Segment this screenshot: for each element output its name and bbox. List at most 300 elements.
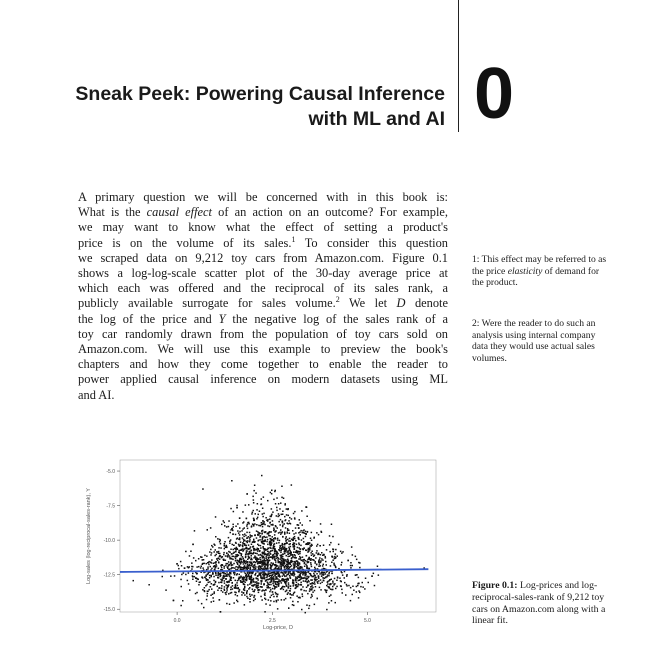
data-point <box>267 568 269 570</box>
data-point <box>314 567 316 569</box>
data-point <box>264 611 266 613</box>
data-point <box>282 564 284 566</box>
data-point <box>231 480 233 482</box>
data-point <box>309 605 311 607</box>
data-point <box>174 575 176 577</box>
data-point <box>237 569 239 571</box>
data-point <box>224 541 226 543</box>
data-point <box>198 579 200 581</box>
data-point <box>235 585 237 587</box>
data-point <box>233 572 235 574</box>
data-point <box>242 537 244 539</box>
text-line <box>472 254 642 266</box>
data-point <box>249 561 251 563</box>
data-point <box>214 568 216 570</box>
data-point <box>325 561 327 563</box>
data-point <box>226 591 228 593</box>
data-point <box>225 584 227 586</box>
data-point <box>226 552 228 554</box>
data-point <box>251 544 253 546</box>
data-point <box>245 563 247 565</box>
data-point <box>275 490 277 492</box>
data-point <box>237 585 239 587</box>
data-point <box>272 524 274 526</box>
data-point <box>213 584 215 586</box>
data-point <box>289 517 291 519</box>
data-point <box>213 593 215 595</box>
data-point <box>217 573 219 575</box>
data-point <box>265 568 267 570</box>
data-point <box>373 573 375 575</box>
data-point <box>298 542 300 544</box>
data-point <box>295 527 297 529</box>
data-point <box>273 581 275 583</box>
data-point <box>305 590 307 592</box>
data-point <box>306 507 308 509</box>
data-point <box>275 583 277 585</box>
data-point <box>282 572 284 574</box>
data-point <box>304 562 306 564</box>
data-point <box>221 588 223 590</box>
data-point <box>284 504 286 506</box>
data-point <box>286 508 288 510</box>
data-point <box>292 530 294 532</box>
scatter-chart <box>76 452 446 632</box>
data-point <box>309 558 311 560</box>
data-point <box>300 558 302 560</box>
data-point <box>233 577 235 579</box>
text-run: toy car randomly drawn from the population of toy cars sold on <box>78 326 448 341</box>
data-point <box>249 539 251 541</box>
data-point <box>278 584 280 586</box>
data-point <box>263 541 265 543</box>
data-point <box>272 550 274 552</box>
data-point <box>247 584 249 586</box>
data-point <box>253 539 255 541</box>
data-point <box>242 550 244 552</box>
data-point <box>246 518 248 520</box>
data-point <box>232 544 234 546</box>
data-point <box>245 573 247 575</box>
data-point <box>310 562 312 564</box>
data-point <box>293 513 295 515</box>
data-point <box>253 600 255 602</box>
bold-label: Figure 0.1: <box>472 580 518 591</box>
data-point <box>255 553 256 555</box>
data-point <box>283 580 285 582</box>
data-point <box>310 583 312 585</box>
data-point <box>274 543 276 545</box>
data-point <box>302 586 304 588</box>
data-point <box>303 529 305 531</box>
data-point <box>223 520 225 522</box>
data-point <box>259 533 261 535</box>
data-point <box>317 582 319 584</box>
data-point <box>298 527 300 529</box>
data-point <box>198 600 200 602</box>
data-point <box>215 575 217 577</box>
data-point <box>229 542 231 544</box>
data-point <box>267 587 269 589</box>
data-point <box>231 563 233 565</box>
data-point <box>251 513 253 515</box>
data-point <box>294 592 296 594</box>
data-point <box>207 591 209 593</box>
data-point <box>178 565 180 567</box>
data-point <box>244 548 246 550</box>
data-point <box>254 523 256 525</box>
data-point <box>238 532 240 534</box>
data-point <box>332 582 334 584</box>
data-point <box>263 496 265 498</box>
data-point <box>309 590 311 592</box>
data-point <box>253 579 255 581</box>
data-point <box>277 578 279 580</box>
data-point <box>264 539 266 541</box>
text-line <box>78 205 448 220</box>
data-point <box>272 594 274 596</box>
data-point <box>341 552 343 554</box>
data-point <box>290 551 292 553</box>
data-point <box>261 580 263 582</box>
data-point <box>263 552 265 554</box>
data-point <box>273 529 275 531</box>
data-point <box>309 542 311 544</box>
data-point <box>318 553 320 555</box>
data-point <box>289 575 291 577</box>
data-point <box>294 557 296 559</box>
data-point <box>325 577 327 579</box>
data-point <box>227 563 229 565</box>
data-point <box>302 556 304 558</box>
data-point <box>192 579 194 581</box>
data-point <box>268 551 270 553</box>
data-point <box>218 551 220 553</box>
data-point <box>233 602 235 604</box>
data-point <box>207 568 209 570</box>
data-point <box>262 577 264 579</box>
data-point <box>248 536 250 538</box>
data-point <box>350 562 352 564</box>
data-point <box>211 545 213 547</box>
data-point <box>269 604 271 606</box>
data-point <box>274 581 276 583</box>
data-point <box>264 563 266 565</box>
data-point <box>356 559 358 561</box>
data-point <box>317 581 319 583</box>
data-point <box>344 582 346 584</box>
data-point <box>295 584 297 586</box>
data-point <box>254 535 256 537</box>
data-point <box>262 516 264 518</box>
data-point <box>246 532 248 534</box>
data-point <box>269 526 271 528</box>
data-point <box>242 578 244 580</box>
data-point <box>293 533 295 535</box>
data-point <box>232 533 234 535</box>
data-point <box>320 531 322 533</box>
data-point <box>228 537 230 539</box>
data-point <box>180 605 182 607</box>
data-point <box>253 499 255 501</box>
data-point <box>278 503 280 505</box>
data-point <box>270 584 272 586</box>
data-point <box>307 593 309 595</box>
data-point <box>230 549 232 551</box>
data-point <box>214 591 216 593</box>
data-point <box>252 589 254 591</box>
data-point <box>273 580 275 582</box>
data-point <box>307 542 309 544</box>
data-point <box>228 561 230 563</box>
data-point <box>239 534 241 536</box>
data-point <box>251 594 253 596</box>
data-point <box>314 574 316 576</box>
data-point <box>187 580 189 582</box>
data-point <box>289 538 291 540</box>
data-point <box>293 567 295 569</box>
data-point <box>253 502 255 504</box>
data-point <box>221 524 223 526</box>
data-point <box>298 537 300 539</box>
data-point <box>293 546 295 548</box>
text-run: publicly available surrogate for sales volume. <box>78 296 336 311</box>
data-point <box>218 553 220 555</box>
data-point <box>278 585 280 587</box>
text-run: linear fit. <box>472 615 508 627</box>
data-point <box>254 557 256 559</box>
data-point <box>340 586 342 588</box>
data-point <box>305 564 307 566</box>
data-point <box>241 559 243 561</box>
data-point <box>334 558 336 560</box>
data-point <box>274 587 276 589</box>
data-point <box>264 554 266 556</box>
data-point <box>287 592 289 594</box>
data-point <box>280 502 282 504</box>
data-point <box>322 572 324 574</box>
data-point <box>290 554 292 556</box>
data-point <box>339 577 341 579</box>
text-run: To consider this question <box>295 235 448 250</box>
data-point <box>238 560 240 562</box>
data-point <box>325 590 327 592</box>
data-point <box>201 566 203 568</box>
data-point <box>341 562 343 564</box>
data-point <box>271 580 273 582</box>
data-point <box>205 575 207 577</box>
data-point <box>344 577 346 579</box>
data-point <box>261 532 263 534</box>
data-point <box>219 587 221 589</box>
data-point <box>287 551 289 553</box>
figure-caption <box>472 580 642 627</box>
data-point <box>243 543 245 545</box>
data-point <box>192 573 194 575</box>
data-point <box>327 574 329 576</box>
data-point <box>356 574 358 576</box>
data-point <box>319 573 321 575</box>
data-point <box>231 567 233 569</box>
data-point <box>250 559 252 561</box>
data-point <box>204 587 206 589</box>
data-point <box>263 543 265 545</box>
data-point <box>240 581 242 583</box>
data-point <box>194 576 196 578</box>
data-point <box>303 547 305 549</box>
data-point <box>312 553 314 555</box>
data-point <box>312 591 314 593</box>
data-point <box>232 585 234 587</box>
data-point <box>316 532 318 534</box>
data-point <box>315 579 317 581</box>
data-point <box>290 585 292 587</box>
chapter-number: 0 <box>474 54 515 134</box>
data-point <box>297 601 299 603</box>
data-point <box>317 544 319 546</box>
data-point <box>342 574 344 576</box>
data-point <box>310 559 312 561</box>
data-point <box>302 574 304 576</box>
data-point <box>220 543 222 545</box>
data-point <box>228 593 230 595</box>
data-point <box>259 557 261 559</box>
data-point <box>223 559 225 561</box>
data-point <box>262 513 264 515</box>
data-point <box>237 566 239 568</box>
data-point <box>266 541 268 543</box>
data-point <box>233 556 235 558</box>
data-point <box>282 553 284 555</box>
data-point <box>270 538 272 540</box>
data-point <box>224 590 226 592</box>
text-run: and AI. <box>78 387 115 402</box>
data-point <box>208 589 210 591</box>
data-point <box>255 513 257 515</box>
data-point <box>270 531 272 533</box>
data-point <box>368 582 370 584</box>
data-point <box>306 533 308 535</box>
data-point <box>272 591 274 593</box>
data-point <box>311 588 313 590</box>
data-point <box>220 579 222 581</box>
data-point <box>323 564 325 566</box>
data-point <box>297 576 299 578</box>
data-point <box>324 572 326 574</box>
data-point <box>180 579 182 581</box>
data-point <box>250 581 252 583</box>
data-point <box>315 571 317 573</box>
data-point <box>230 576 232 578</box>
data-point <box>260 566 262 568</box>
data-point <box>269 564 271 566</box>
data-point <box>308 548 310 550</box>
data-point <box>285 565 287 567</box>
data-point <box>244 544 246 546</box>
text-line <box>78 281 448 296</box>
data-point <box>212 546 214 548</box>
data-point <box>289 549 291 551</box>
data-point <box>346 584 348 586</box>
data-point <box>239 539 241 541</box>
data-point <box>219 541 221 543</box>
data-point <box>180 561 182 563</box>
data-point <box>328 573 330 575</box>
data-point <box>267 544 269 546</box>
data-point <box>294 538 296 540</box>
data-point <box>225 573 227 575</box>
data-point <box>259 572 261 574</box>
data-point <box>276 576 278 578</box>
data-point <box>300 578 302 580</box>
data-point <box>185 574 187 576</box>
data-point <box>335 549 337 551</box>
data-point <box>284 553 286 555</box>
data-point <box>228 574 230 576</box>
data-point <box>311 551 313 553</box>
data-point <box>218 558 220 560</box>
data-point <box>255 559 257 561</box>
data-point <box>239 574 241 576</box>
emphasis-text: D <box>396 296 406 311</box>
data-point <box>241 553 243 555</box>
data-point <box>203 559 205 561</box>
data-point <box>274 556 276 558</box>
data-point <box>243 539 245 541</box>
data-point <box>278 542 280 544</box>
data-point <box>267 520 269 522</box>
data-point <box>305 612 307 614</box>
data-point <box>206 569 208 571</box>
sidenote-2 <box>472 318 642 364</box>
data-point <box>332 589 334 591</box>
data-point <box>243 580 245 582</box>
data-point <box>243 536 245 538</box>
data-point <box>270 548 272 550</box>
data-point <box>198 566 200 568</box>
data-point <box>333 563 335 565</box>
data-point <box>276 596 278 598</box>
data-point <box>285 527 287 529</box>
data-point <box>355 556 357 558</box>
data-point <box>282 511 284 513</box>
data-point <box>209 577 211 579</box>
data-point <box>249 598 251 600</box>
data-point <box>281 560 283 562</box>
data-point <box>230 532 232 534</box>
data-point <box>211 552 213 554</box>
data-point <box>326 585 328 587</box>
data-point <box>216 551 218 553</box>
data-point <box>285 540 287 542</box>
text-line <box>472 277 642 289</box>
data-point <box>301 559 303 561</box>
data-point <box>232 530 234 532</box>
data-point <box>303 590 305 592</box>
data-point <box>282 556 284 558</box>
data-point <box>356 586 358 588</box>
data-point <box>300 549 302 551</box>
data-point <box>262 524 264 526</box>
data-point <box>215 549 217 551</box>
data-point <box>188 583 190 585</box>
data-point <box>244 565 246 567</box>
data-point <box>266 564 268 566</box>
data-point <box>210 549 212 551</box>
data-point <box>320 523 322 525</box>
data-point <box>213 580 215 582</box>
data-point <box>217 560 219 562</box>
